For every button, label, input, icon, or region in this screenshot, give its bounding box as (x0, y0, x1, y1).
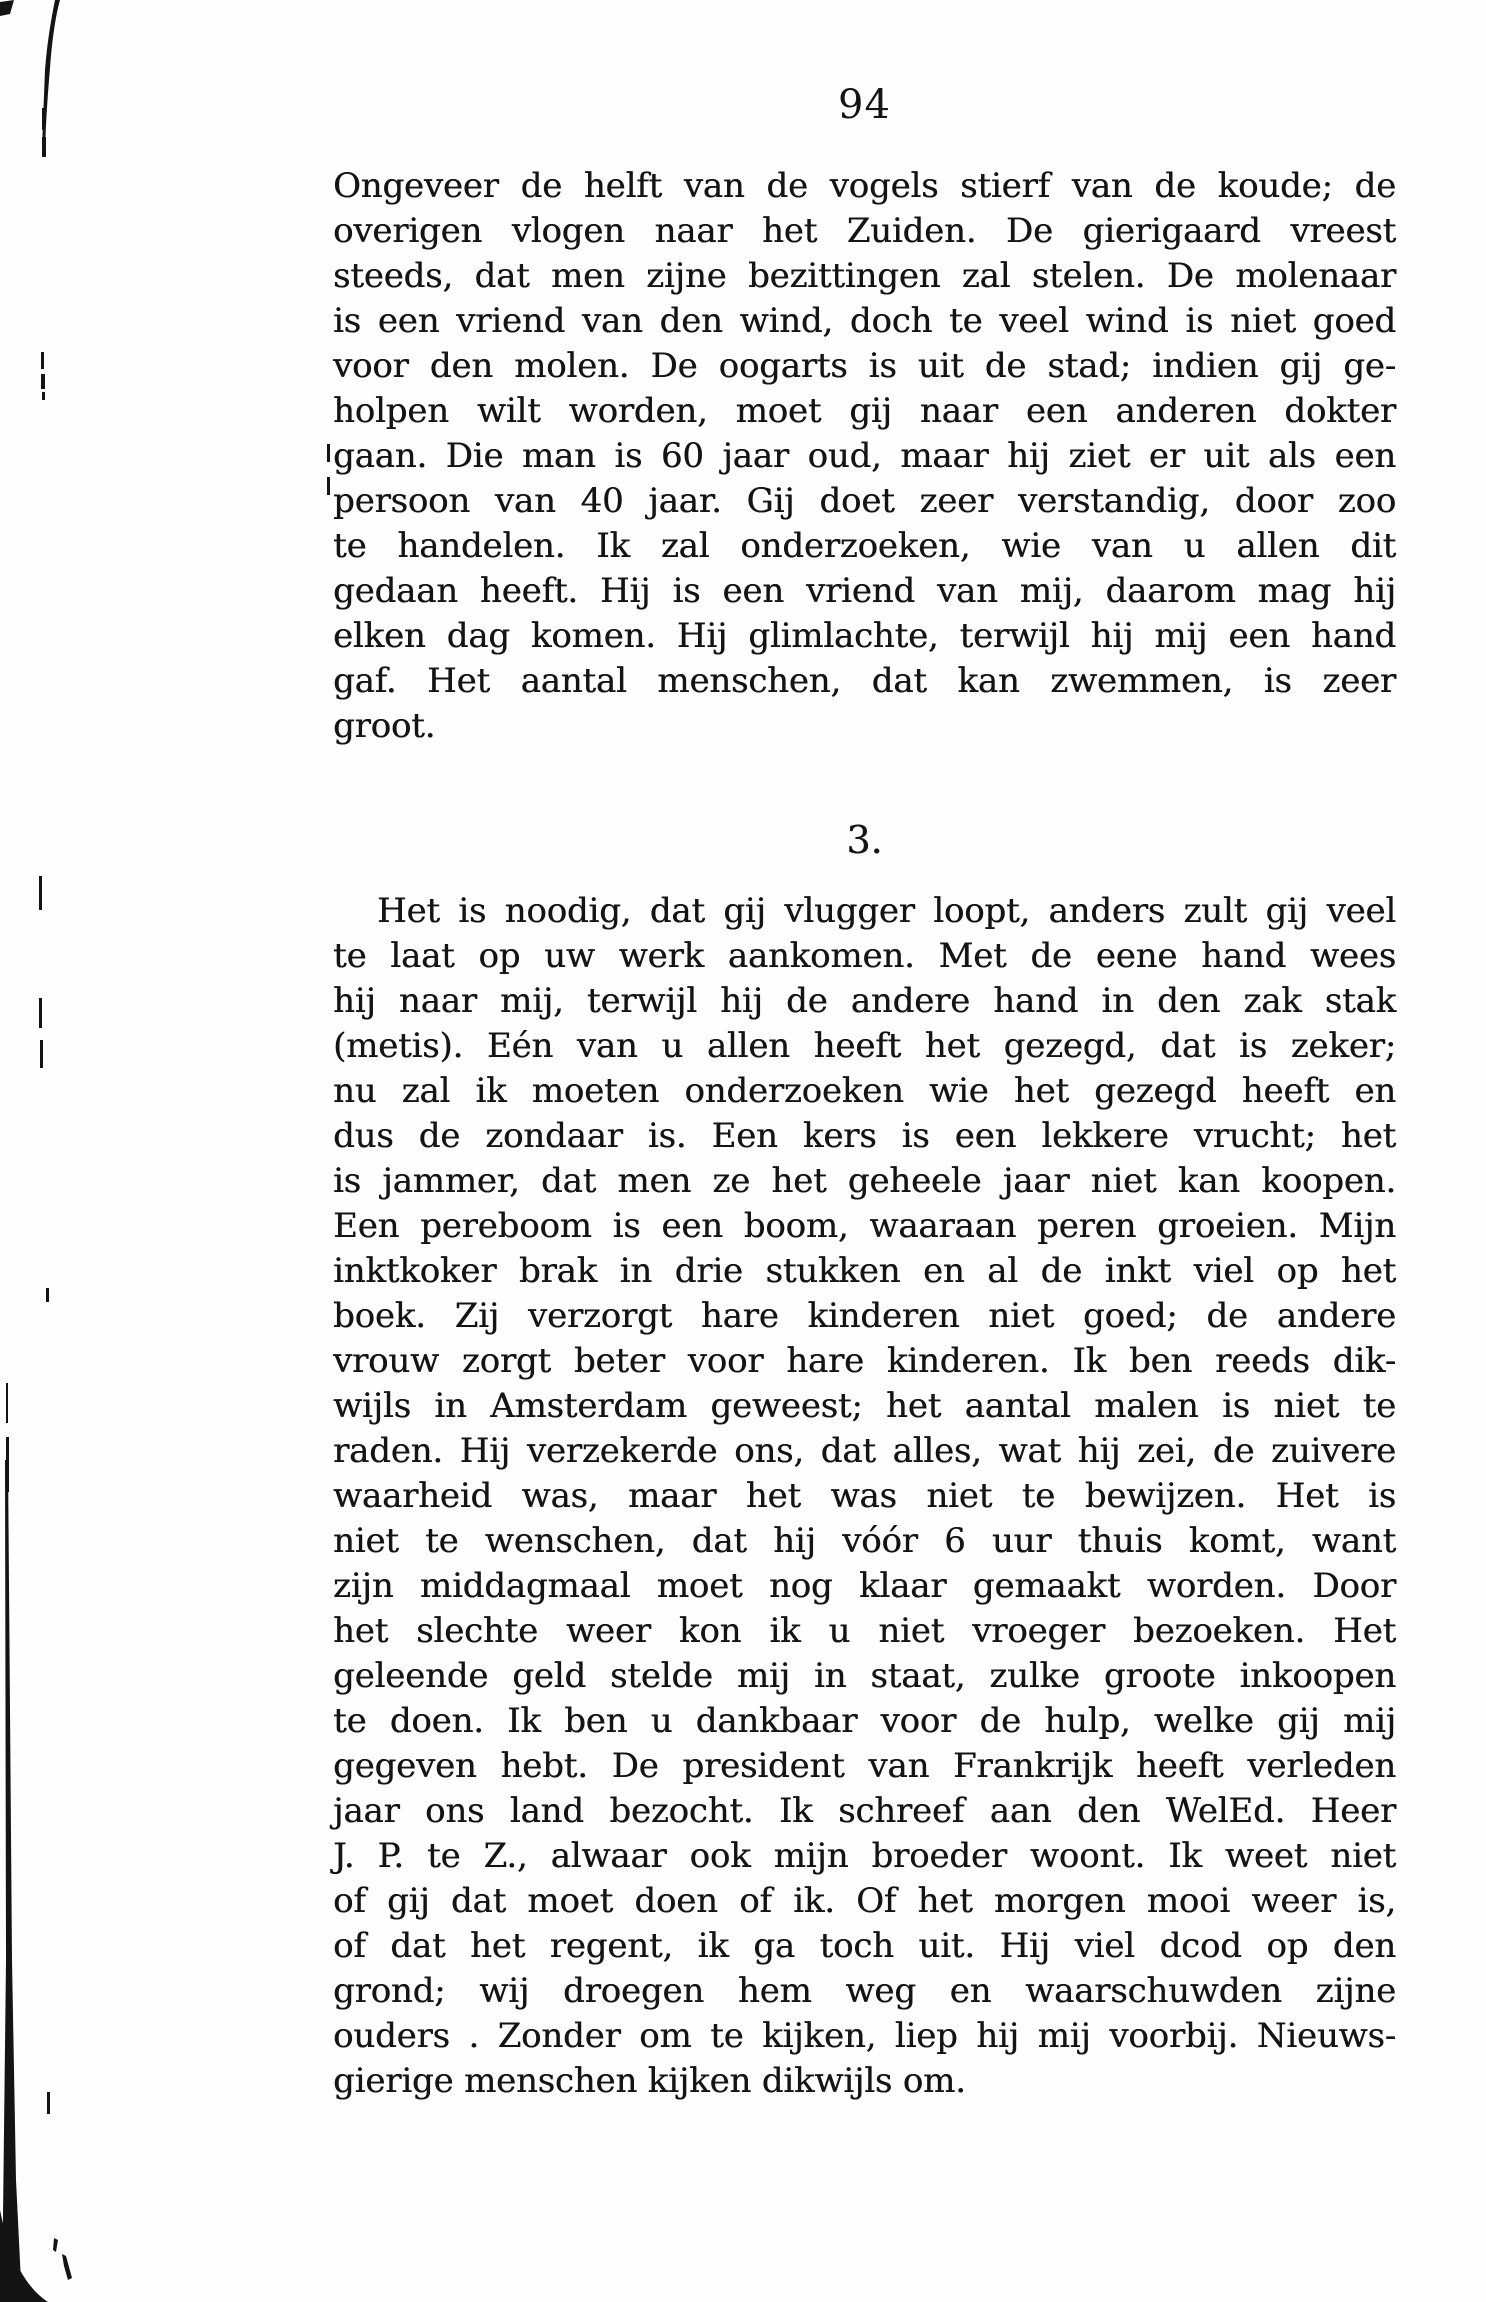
text-line: wijls in Amsterdam geweest; het aantal malen is niet te (333, 1386, 1396, 1426)
scan-artifact-dash (41, 352, 44, 369)
text-line: is jammer, dat men ze het geheele jaar niet kan koopen. (333, 1161, 1396, 1201)
text-line: gegeven hebt. De president van Frankrijk heeft verleden (333, 1746, 1396, 1786)
scan-artifact-dash (39, 876, 42, 910)
scan-artifact-pen-stroke (0, 0, 80, 230)
text-line: gedaan heeft. Hij is een vriend van mij, daarom mag hij (333, 571, 1396, 611)
scan-artifact-dash (46, 1288, 49, 1302)
text-line: steeds, dat men zijne bezittingen zal stelen. De molenaar (333, 256, 1396, 296)
text-line: geleende geld stelde mij in staat, zulke groote inkoopen (333, 1656, 1396, 1696)
text-line: vrouw zorgt beter voor hare kinderen. Ik ben reeds dik- (333, 1341, 1396, 1381)
text-line: dus de zondaar is. Een kers is een lekkere vrucht; het (333, 1116, 1396, 1156)
text-line: grond; wij droegen hem weg en waarschuwden zijne (333, 1971, 1396, 2011)
text-line: het slechte weer kon ik u niet vroeger bezoeken. Het (333, 1611, 1396, 1651)
page-number: 94 (838, 82, 891, 128)
text-line: overigen vlogen naar het Zuiden. De gierigaard vreest (333, 211, 1396, 251)
scan-artifact-dash (39, 998, 42, 1028)
text-line: gaan. Die man is 60 jaar oud, maar hij ziet er uit als een (333, 436, 1396, 476)
text-line: of dat het regent, ik ga toch uit. Hij viel dcod op den (333, 1926, 1396, 1966)
text-line: Ongeveer de helft van de vogels stierf van de koude; de (333, 166, 1396, 206)
scan-artifact-dash (42, 137, 46, 157)
scan-artifact-dash (327, 477, 330, 495)
text-line: te doen. Ik ben u dankbaar voor de hulp, welke gij mij (333, 1701, 1396, 1741)
scan-artifact-dash (327, 444, 330, 462)
text-line: waarheid was, maar het was niet te bewijzen. Het is (333, 1476, 1396, 1516)
text-line: of gij dat moet doen of ik. Of het morgen mooi weer is, (333, 1881, 1396, 1921)
paragraph-2 (333, 889, 1396, 2104)
text-line: te handelen. Ik zal onderzoeken, wie van u allen dit (333, 526, 1396, 566)
text-line: gierige menschen kijken dikwijls om. (333, 2061, 966, 2101)
paragraph-1 (333, 164, 1396, 749)
text-line: is een vriend van den wind, doch te veel wind is niet goed (333, 301, 1396, 341)
text-line: boek. Zij verzorgt hare kinderen niet goed; de andere (333, 1296, 1396, 1336)
text-line: voor den molen. De oogarts is uit de stad; indien gij ge- (333, 346, 1396, 386)
text-line: elken dag komen. Hij glimlachte, terwijl hij mij een hand (333, 616, 1396, 656)
text-line: groot. (333, 706, 436, 746)
text-line: hij naar mij, terwijl hij de andere hand in den zak stak (333, 981, 1396, 1021)
text-line: holpen wilt worden, moet gij naar een anderen dokter (333, 391, 1396, 431)
text-line: zijn middagmaal moet nog klaar gemaakt worden. Door (333, 1566, 1396, 1606)
text-line: persoon van 40 jaar. Gij doet zeer verstandig, door zoo (333, 481, 1396, 521)
scan-artifact-tick-marks (50, 2238, 80, 2286)
text-line: (metis). Eén van u allen heeft het gezegd, dat is zeker; (333, 1026, 1396, 1066)
scan-artifact-dash (47, 2092, 50, 2114)
text-line: niet te wenschen, dat hij vóór 6 uur thuis komt, want (333, 1521, 1396, 1561)
text-line: J. P. te Z., alwaar ook mijn broeder woont. Ik weet niet (333, 1836, 1396, 1876)
text-line: Het is noodig, dat gij vlugger loopt, anders zult gij veel (377, 891, 1396, 931)
text-line: raden. Hij verzekerde ons, dat alles, wat hij zei, de zuivere (333, 1431, 1396, 1471)
scan-artifact-dash (42, 392, 45, 400)
text-line: nu zal ik moeten onderzoeken wie het gezegd heeft en (333, 1071, 1396, 1111)
scan-artifact-dash (40, 1040, 43, 1068)
text-line: gaf. Het aantal menschen, dat kan zwemmen, is zeer (333, 661, 1396, 701)
text-line: ouders . Zonder om te kijken, liep hij mij voorbij. Nieuws- (333, 2016, 1396, 2056)
text-line: Een pereboom is een boom, waaraan peren groeien. Mijn (333, 1206, 1396, 1246)
scan-artifact-edge-bar (0, 1460, 60, 2302)
scan-artifact-edge-line (6, 1383, 8, 1423)
text-line: inktkoker brak in drie stukken en al de inkt viel op het (333, 1251, 1396, 1291)
scan-artifact-dash (41, 374, 45, 389)
scan-artifact-dash (42, 108, 45, 130)
text-line: jaar ons land bezocht. Ik schreef aan den WelEd. Heer (333, 1791, 1396, 1831)
text-line: te laat op uw werk aankomen. Met de eene hand wees (333, 936, 1396, 976)
section-heading: 3. (846, 818, 883, 862)
